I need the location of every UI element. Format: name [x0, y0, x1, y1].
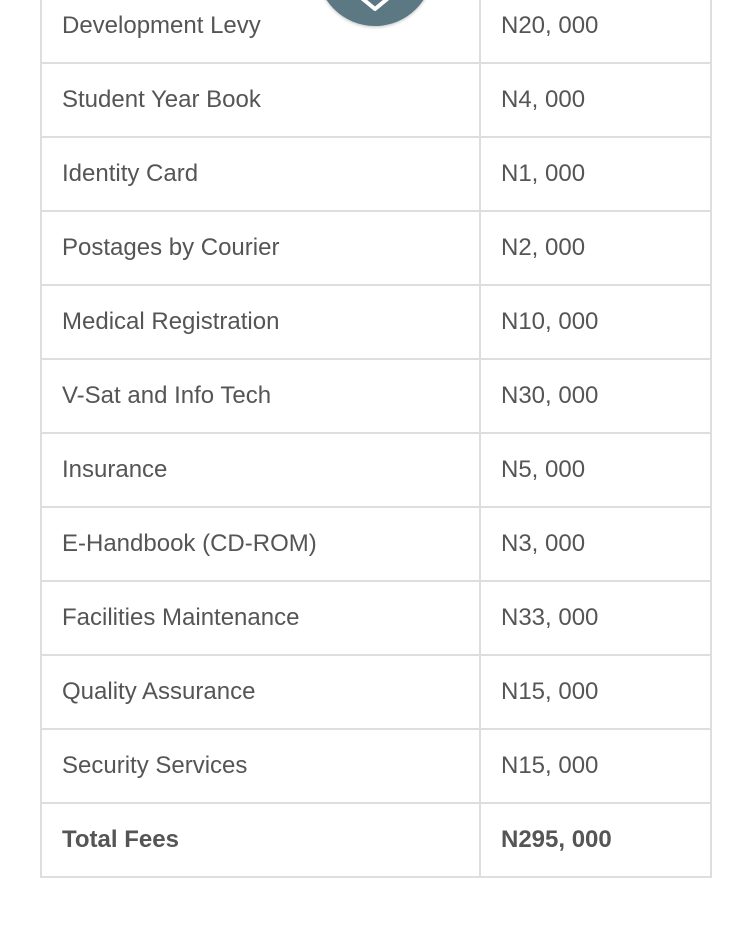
table-row: [41, 655, 711, 729]
table-row: [41, 507, 711, 581]
table-row: [41, 433, 711, 507]
fee-item-name: Medical Registration: [41, 285, 480, 359]
fee-item-name: Security Services: [41, 729, 480, 803]
fee-item-name: Development Levy: [41, 0, 480, 63]
fee-item-amount: N5, 000: [480, 433, 711, 507]
table-row: [41, 729, 711, 803]
table-row: [41, 63, 711, 137]
fee-item-amount: N15, 000: [480, 729, 711, 803]
table-row: [41, 211, 711, 285]
table-row: [41, 359, 711, 433]
total-row: [41, 803, 711, 877]
fee-item-name: Identity Card: [41, 137, 480, 211]
table-row: [41, 137, 711, 211]
fee-item-amount: N10, 000: [480, 285, 711, 359]
fee-item-name: V-Sat and Info Tech: [41, 359, 480, 433]
fee-item-amount: N33, 000: [480, 581, 711, 655]
table-row: [41, 285, 711, 359]
fee-item-name: Insurance: [41, 433, 480, 507]
fee-item-name: Quality Assurance: [41, 655, 480, 729]
fee-item-name: Postages by Courier: [41, 211, 480, 285]
fee-item-amount: N30, 000: [480, 359, 711, 433]
fee-item-amount: N1, 000: [480, 137, 711, 211]
fee-item-name: E-Handbook (CD-ROM): [41, 507, 480, 581]
fee-item-amount: N3, 000: [480, 507, 711, 581]
fee-item-amount: N20, 000: [480, 0, 711, 63]
table-row: [41, 581, 711, 655]
fee-item-name: Facilities Maintenance: [41, 581, 480, 655]
total-amount: N295, 000: [480, 803, 711, 877]
fee-item-name: Student Year Book: [41, 63, 480, 137]
fees-table: [40, 0, 712, 878]
chevron-down-icon: [355, 0, 395, 12]
fee-item-amount: N15, 000: [480, 655, 711, 729]
total-label: Total Fees: [41, 803, 480, 877]
fee-item-amount: N4, 000: [480, 63, 711, 137]
fee-item-amount: N2, 000: [480, 211, 711, 285]
